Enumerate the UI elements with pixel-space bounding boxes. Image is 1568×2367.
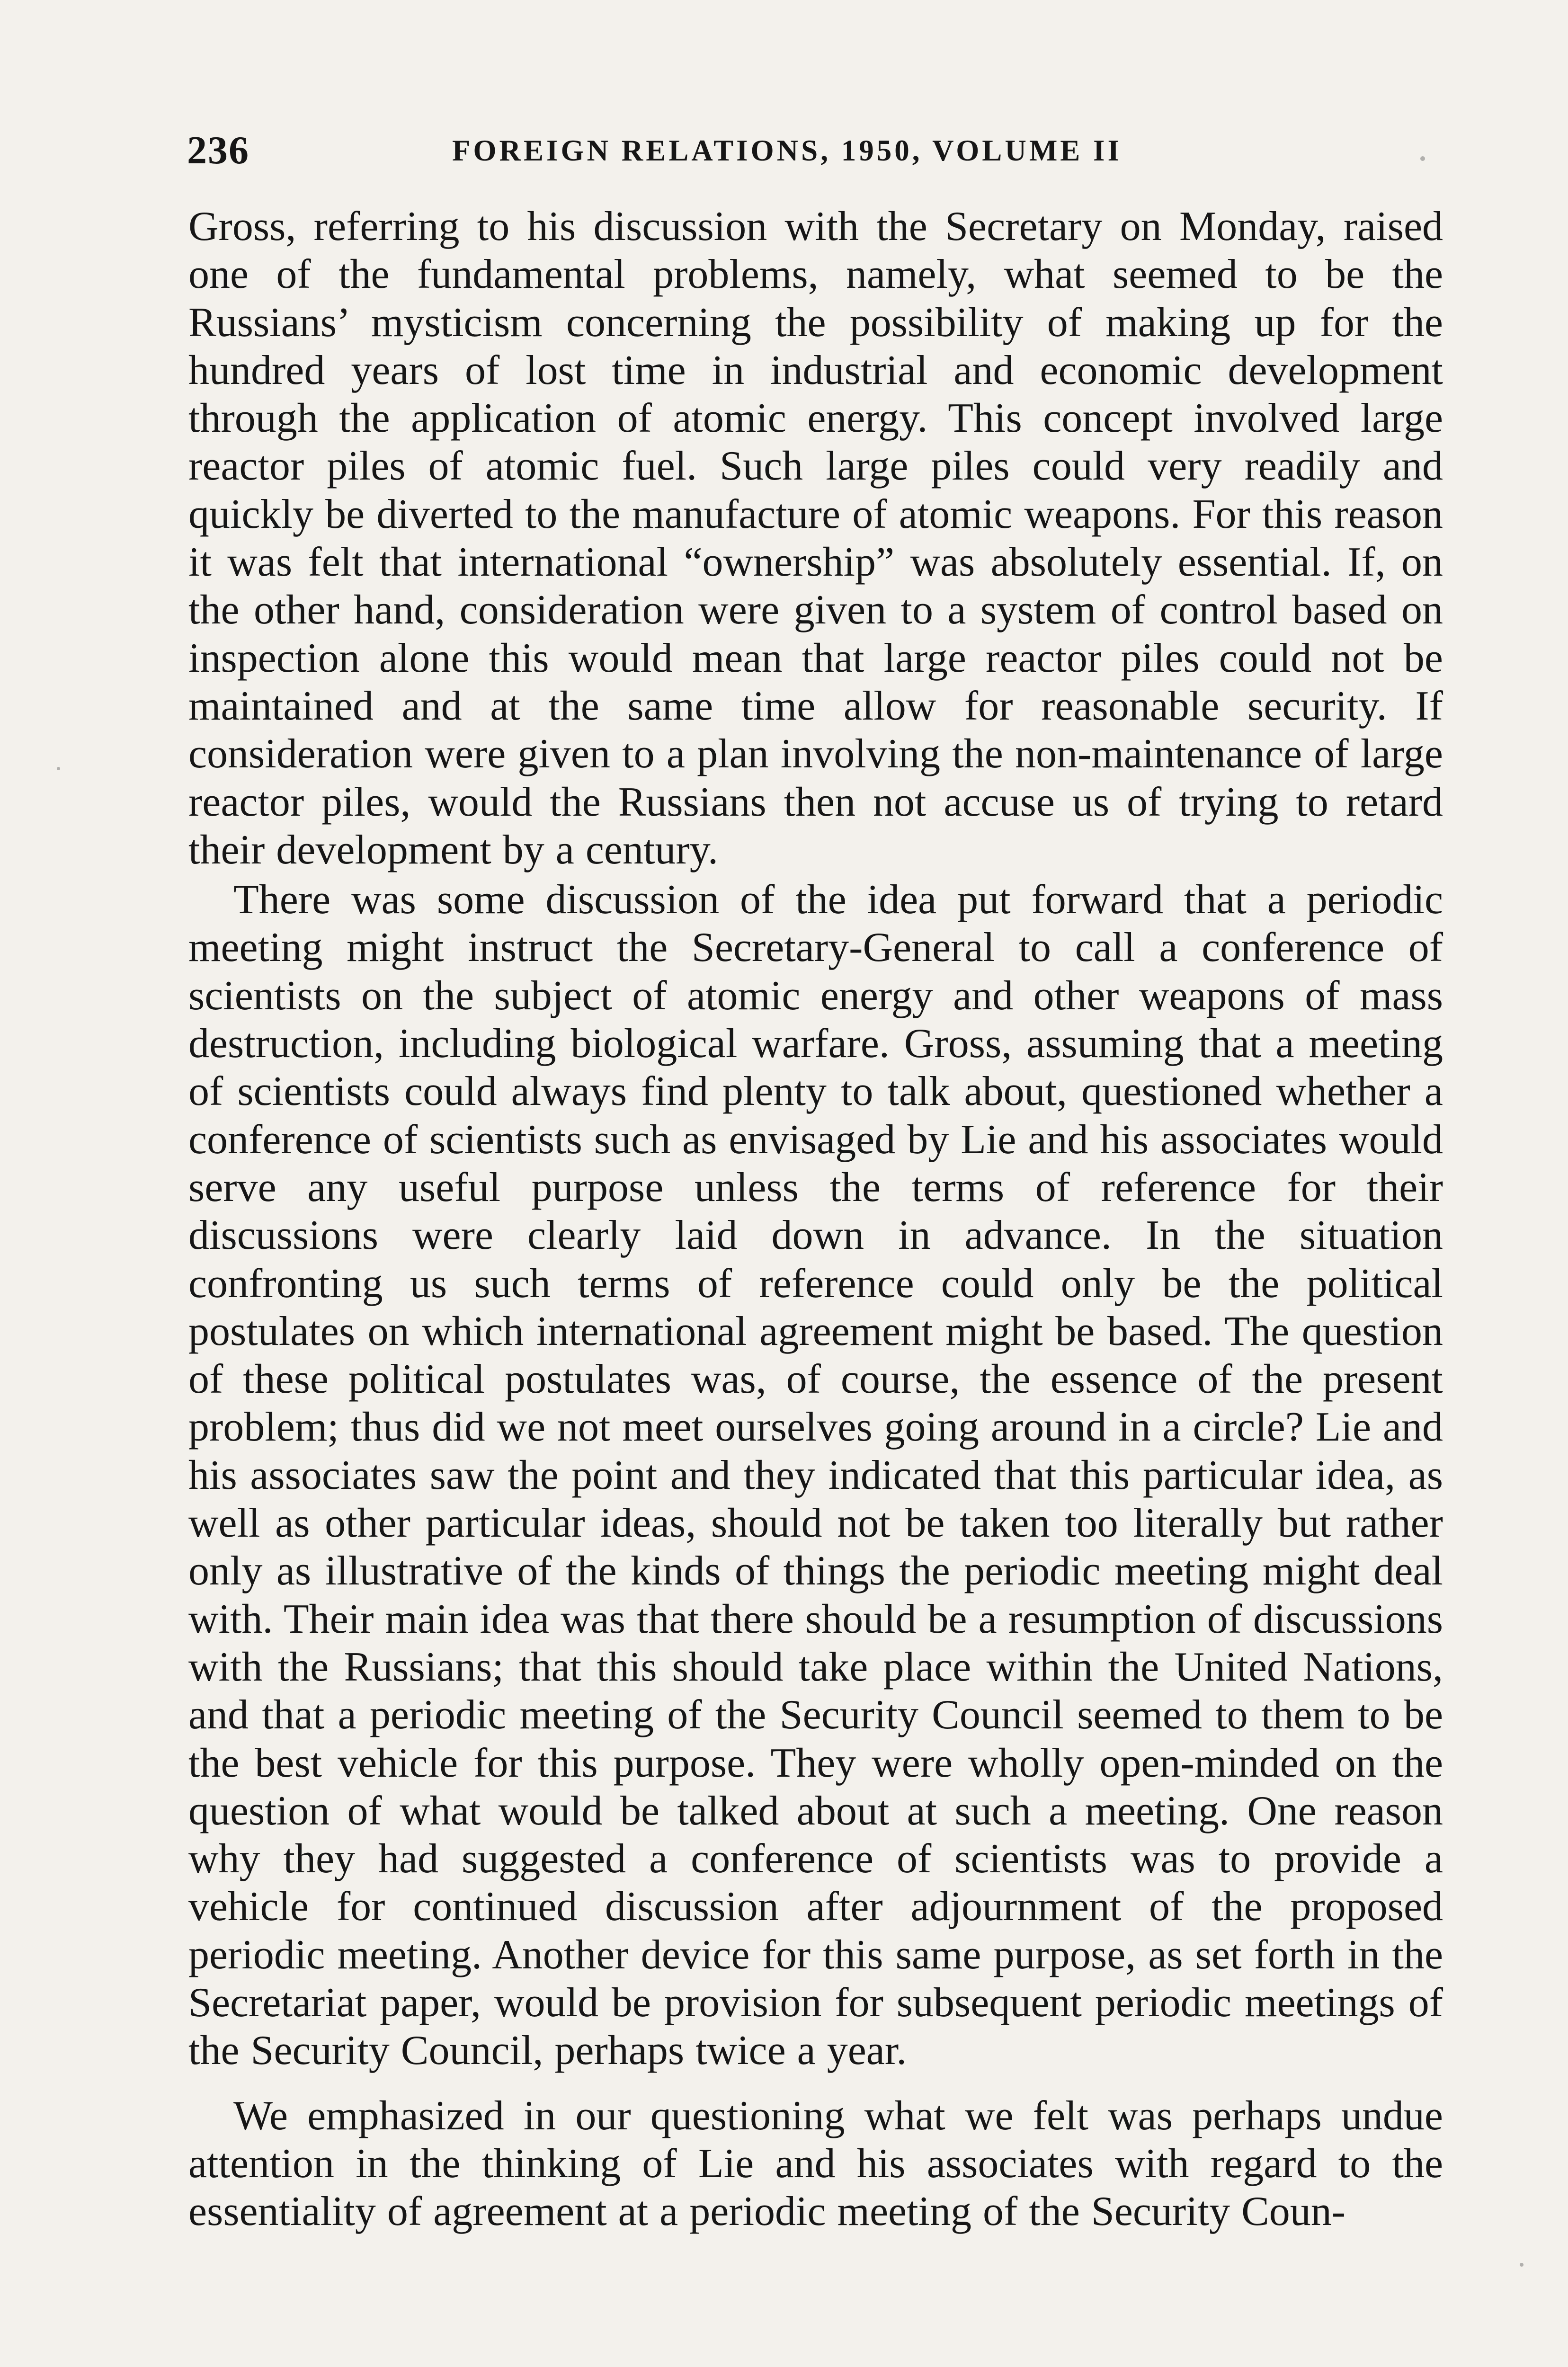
body-text [188,203,1443,2235]
scan-speck [1520,2263,1523,2267]
scan-speck [57,767,60,770]
running-head [187,122,1451,179]
paragraph-scientists-conference: There was some discussion of the idea put forward that a periodic meeting might instruct the Secretary-General to call a conference of scientists on the subject of atomic energy and other weapons of mass destruction, including biological warfare. Gross, assuming that a meeting of scientists could always find plenty to talk about, questioned whether a conference of scientists such as envisaged by Lie and his associates would serve any useful purpose unless the terms of reference for their discussions were clearly laid down in advance. In the situation confronting us such terms of reference could only be the political postulates on which international agreement might be based. The question of these political postulates was, of course, the essence of the present problem; thus did we not meet ourselves going around in a circle? Lie and his associates saw the point and they indicated that this particular idea, as well as other particular ideas, should not be taken too literally but rather only as illustrative of the kinds of things the periodic meeting might deal with. Their main idea was that there should be a resumption of discussions with the Russians; that this should take place within the United Nations, and that a periodic meeting of the Security Council seemed to them to be the best vehicle for this purpose. They were wholly open-minded on the question of what would be talked about at such a meeting. One reason why they had suggested a conference of scientists was to provide a vehicle for continued discussion after adjournment of the proposed periodic meeting. Another device for this same purpose, as set forth in the Secretariat paper, would be provision for subsequent periodic meetings of the Security Council, perhaps twice a year. [188,877,1443,2074]
page-number: 236 [187,128,249,172]
paragraph-questioning: We emphasized in our questioning what we felt was perhaps undue attention in the thinking of Lie and his associates with regard to the essentiality of agreement at a periodic meeting of the Security Coun- [188,2092,1443,2235]
running-head-title: FOREIGN RELATIONS, 1950, VOLUME II [452,134,1123,167]
paragraph-gross-discussion: Gross, referring to his discussion with the Secretary on Monday, raised one of the fundamental problems, namely, what seemed to be the Russians’ mysticism concerning the possibility of making up for the hundred years of lost time in industrial and economic development through the application of atomic energy. This concept involved large reactor piles of atomic fuel. Such large piles could very readily and quickly be diverted to the manufacture of atomic weapons. For this reason it was felt that international “ownership” was absolutely essential. If, on the other hand, consideration were given to a system of control based on inspection alone this would mean that large reactor piles could not be maintained and at the same time allow for reasonable security. If consideration were given to a plan involving the non-maintenance of large reactor piles, would the Russians then not accuse us of trying to retard their development by a century. [188,204,1443,873]
scan-speck [1420,156,1425,161]
